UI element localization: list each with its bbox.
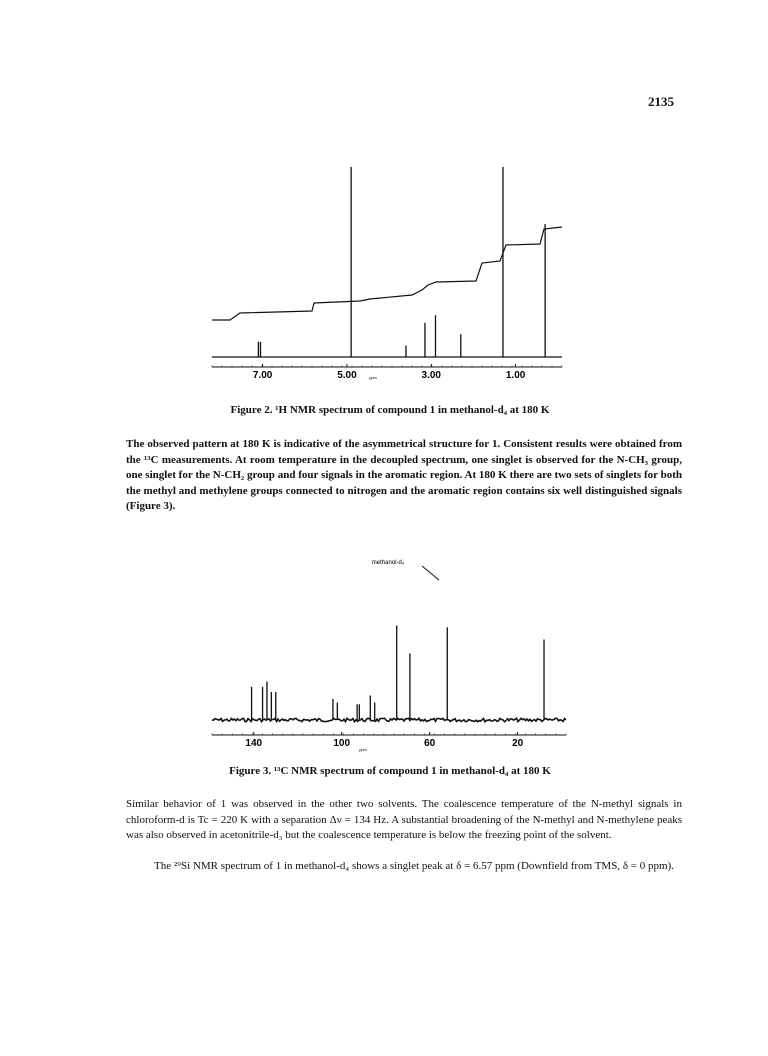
tick-label-140: 140	[245, 738, 263, 749]
tick-label-60: 60	[424, 738, 436, 749]
fig2-axis-unit: ppm	[369, 375, 377, 380]
paragraph-29si-nmr: The ²⁹Si NMR spectrum of 1 in methanol-d₄ shows a singlet peak at δ = 6.57 ppm (Downfield from TMS, δ = 0 ppm).	[154, 860, 674, 872]
tick-label-5.00: 5.00	[337, 370, 357, 381]
figure-2-1h-nmr-spectrum	[200, 165, 580, 397]
annotation-arrow	[422, 566, 439, 580]
paragraph-similar-behavior: Similar behavior of 1 was observed in the other two solvents. The coalescence temperature of the N-methyl signals in chloroform-d is Tc = 220 K with a separation Δν = 134 Hz. A substantial broadening of the N-methyl and N-methylene peaks was also observed in acetonitrile-d₃ but the coalescence temperature is below the freezing point of the solvent.	[126, 798, 682, 841]
fig3-axis-unit: ppm	[359, 747, 367, 752]
figure-3-caption: Figure 3. ¹³C NMR spectrum of compound 1 in methanol-d₄ at 180 K	[229, 765, 551, 777]
fig3-peaks	[252, 626, 544, 721]
tick-label-20: 20	[512, 738, 524, 749]
paragraph-observed-pattern: The observed pattern at 180 K is indicative of the asymmetrical structure for 1. Consistent results were obtained from the ¹³C measurements. At room temperature in the decoupled spectrum, one singlet is observed for the N-CH₃ group, one singlet for the N-CH₂ group and four signals in the aromatic region. At 180 K there are two sets of singlets for both the methyl and methylene groups connected to nitrogen and the aromatic region contains six well distinguished signals (Figure 3).	[126, 438, 682, 512]
methanol-d4-annotation: methanol-d₄	[371, 560, 405, 566]
tick-label-100: 100	[333, 738, 351, 749]
figure-2-caption: Figure 2. ¹H NMR spectrum of compound 1 in methanol-d₄ at 180 K	[230, 404, 550, 416]
tick-label-1.00: 1.00	[505, 370, 526, 381]
figure-3-13c-nmr-spectrum	[200, 540, 580, 760]
tick-label-3.00: 3.00	[421, 370, 442, 381]
spectrum-baseline	[212, 718, 566, 721]
fig2-peaks	[258, 167, 545, 357]
tick-label-7.00: 7.00	[252, 370, 273, 381]
integral-trace	[212, 227, 562, 320]
page-number: 2135	[648, 94, 674, 109]
